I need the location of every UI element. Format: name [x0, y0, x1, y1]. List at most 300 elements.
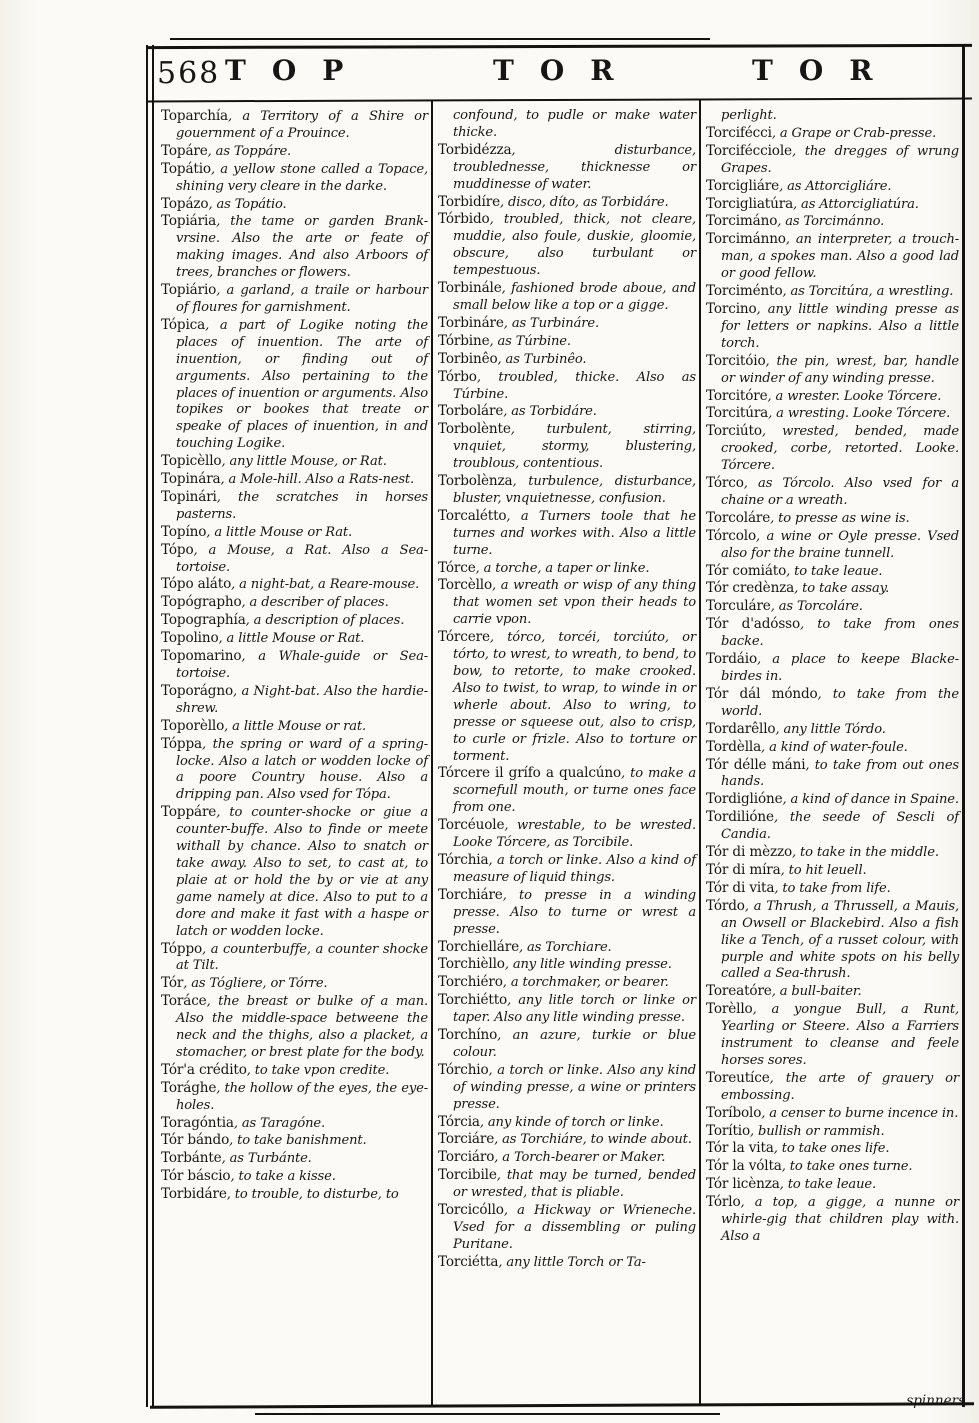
entry-headword: Tór credènza: [706, 580, 795, 597]
dictionary-entry: [706, 880, 959, 898]
running-head-tor-2: TOR: [752, 54, 899, 87]
entry-headword: Torághe: [161, 1079, 217, 1096]
entry-definition: , to presse as wine is.: [770, 510, 910, 526]
entry-headword: Torbolènte: [438, 421, 511, 438]
entry-definition: , the arte of grauery or embossing.: [721, 1070, 959, 1103]
dictionary-entry: [161, 524, 428, 542]
column-1: [155, 104, 432, 1404]
dictionary-entry: [161, 1115, 428, 1133]
entry-headword: Tóppa: [161, 735, 202, 752]
dictionary-entry: [706, 809, 959, 844]
entry-definition: , a wreath or wisp of any thing that women set vpon their heads to carrie vpon.: [453, 578, 696, 628]
entry-definition: , as Torchiare.: [519, 939, 612, 955]
header-underline: [146, 98, 972, 103]
entry-definition: , as Torbidáre.: [503, 404, 597, 420]
page-number: 568: [157, 56, 221, 91]
dictionary-entry: [706, 616, 959, 651]
entry-definition: , bullish or rammish.: [750, 1123, 885, 1139]
entry-headword: Toreutíce: [706, 1069, 770, 1086]
entry-definition: , that may be turned, bended or wrested, that is pliable.: [453, 1168, 696, 1201]
dictionary-entry: [706, 510, 959, 528]
entry-definition: , as Turbinêo.: [497, 351, 587, 367]
entry-definition: , to hit leuell.: [780, 862, 867, 878]
entry-headword: Torcitóio: [706, 352, 766, 369]
entry-headword: Tór bándo: [161, 1132, 230, 1149]
entry-definition: , to take a kisse.: [230, 1169, 336, 1185]
entry-definition: , as Torcoláre.: [770, 599, 863, 615]
entry-headword: Torcimánno: [706, 231, 786, 248]
entry-definition: , as Attorcigliatúra.: [793, 196, 919, 212]
dictionary-entry: [438, 629, 696, 765]
dictionary-entry: [438, 577, 696, 629]
entry-definition: , as Torchiáre, to winde about.: [494, 1132, 692, 1148]
entry-definition: , a Whale-guide or Sea-tortoise.: [176, 649, 428, 681]
entry-headword: Tórco: [706, 475, 744, 492]
entry-headword: Torciáre: [438, 1131, 495, 1148]
dictionary-entry: [438, 369, 696, 404]
entry-headword: Tór di míra: [706, 861, 781, 878]
entry-definition: , as Attorcigliáre.: [779, 178, 892, 194]
column-2: [432, 104, 700, 1404]
entry-definition: , a Territory of a Shire or gouernment of a Prouince.: [176, 109, 428, 141]
entry-definition: , as Torcitúra, a wrestling.: [782, 284, 954, 300]
running-head-top: TOP: [225, 54, 370, 87]
entry-headword: Tórchia: [438, 851, 489, 868]
frame-rule-left-inner: [152, 45, 154, 1407]
entry-definition: , any little winding presse as for letters or napkins. Also a little torch.: [721, 301, 959, 351]
entry-headword: Tórchio: [438, 1061, 489, 1078]
dictionary-entry: [438, 473, 696, 508]
entry-headword: Toragóntia: [161, 1114, 234, 1131]
entry-definition: , a describer of places.: [241, 595, 389, 611]
entry-headword: Tordilióne: [706, 809, 774, 826]
entry-definition: , troubled, thick, not cleare, muddie, also foule, duskie, gloomie, obscure, also turbulant or tempestuous.: [453, 212, 696, 279]
catchword: spinners: [906, 1393, 965, 1409]
entry-definition: , as Toppáre.: [207, 143, 292, 159]
entry-headword: Tór la vólta: [706, 1158, 782, 1175]
dictionary-entry: [161, 108, 428, 143]
dictionary-entry: [706, 563, 959, 581]
entry-headword: Torciáro: [438, 1149, 495, 1166]
entry-definition: , a Hickway or Wrieneche. Vsed for a dissembling or puling Puritane.: [453, 1203, 696, 1252]
entry-headword: Torcicóllo: [438, 1202, 504, 1219]
entry-headword: Torcigliatúra: [706, 195, 794, 212]
entry-definition: , a wresting. Looke Tórcere.: [768, 406, 951, 422]
dictionary-entry: [706, 1158, 959, 1176]
dictionary-entry: [706, 196, 959, 214]
entry-headword: Topolino: [161, 630, 219, 647]
entry-headword: Torchiétto: [438, 992, 508, 1009]
dictionary-entry: [706, 1176, 959, 1194]
entry-headword: Tór licènza: [706, 1176, 780, 1193]
dictionary-entry: [161, 282, 428, 317]
entry-definition: , tórco, torcéi, torciúto, or tórto, to wrest, to wreath, to bend, to bow, to retorte, to make crooked. Also to twist, to wrap, to winde in or wherle about. Also to wring, to presse or squeese out, also to crisp, to curle or frizle. Also to torture or torment.: [453, 630, 696, 764]
entry-headword: Tórbo: [438, 368, 477, 385]
entry-definition: , a bull-baiter.: [771, 984, 862, 1000]
dictionary-entry: [706, 388, 959, 406]
dictionary-entry: [706, 125, 959, 143]
entry-definition: , a Torch-bearer or Maker.: [494, 1150, 666, 1166]
dictionary-entry: [706, 353, 959, 388]
entry-definition: , a wrester. Looke Tórcere.: [767, 388, 942, 404]
entry-headword: Tórcere: [438, 629, 490, 646]
entry-headword: Topinára: [161, 471, 221, 488]
dictionary-entry: [161, 1168, 428, 1186]
entry-headword: Tór di mèzzo: [706, 844, 793, 861]
entry-definition: , a Mole-hill. Also a Rats-nest.: [220, 472, 415, 488]
dictionary-entry: [161, 718, 428, 736]
entry-definition: , a yellow stone called a Topace, shining very cleare in the darke.: [176, 161, 428, 194]
entry-headword: Torcoláre: [706, 509, 771, 526]
dictionary-entry: [706, 528, 959, 563]
entry-headword: Tór di vita: [706, 879, 775, 896]
entry-headword: Topiário: [161, 282, 217, 299]
dictionary-entry: [438, 315, 696, 333]
entry-definition: , to take in the middle.: [792, 845, 939, 861]
entry-headword: Torchièllo: [438, 956, 505, 973]
dictionary-entry: [438, 142, 696, 194]
dictionary-entry: [161, 804, 428, 940]
dictionary-entry: [706, 213, 959, 231]
entry-headword: Tór d'adósso: [706, 616, 801, 633]
frame-rule-left-outer: [146, 45, 148, 1407]
entry-definition: , a top, a gigge, a nunne or whirle-gig that children play with. Also a: [721, 1195, 959, 1244]
entry-definition: , a place to keepe Blacke-birdes in.: [721, 652, 959, 684]
dictionary-entry: [438, 992, 696, 1027]
entry-definition: , to presse in a winding presse. Also to turne or wrest a presse.: [453, 887, 696, 937]
entry-headword: Topátio: [161, 160, 211, 177]
entry-definition: , a night-bat, a Reare-mouse.: [231, 577, 420, 593]
entry-definition: , a wine or Oyle presse. Vsed also for the braine tunnell.: [721, 528, 959, 561]
entry-headword: Toporèllo: [161, 717, 225, 734]
entry-continuation: [706, 108, 959, 125]
entry-definition: , any little Mouse, or Rat.: [221, 454, 387, 470]
entry-headword: Tórdo: [706, 897, 745, 914]
entry-definition: , a torch or linke. Also any kind of winding presse, a wine or printers presse.: [453, 1062, 696, 1112]
dictionary-entry: [438, 1202, 696, 1254]
entry-definition: , a kind of water-foule.: [761, 739, 908, 755]
running-head-tor-1: TOR: [493, 54, 640, 87]
entry-definition: , the spring or ward of a spring-locke. Also a latch or wodden locke of a poore Country house. Also a dripping pan. Also vsed for Tópa.: [176, 736, 428, 803]
dictionary-entry: [438, 403, 696, 421]
entry-definition: , a part of Logike noting the places of inuention. The arte of inuention, or finding out of arguments. Also pertaining to the places of inuention or arguments. Also topikes or bookes that treate or speake of places of inuention, in and touching Logike.: [176, 317, 428, 452]
entry-definition: , the breast or bulke of a man. Also the middle-space betweene the neck and the thighs, also a placket, a stomacher, or brest plate for the body.: [176, 994, 428, 1060]
entry-definition: , to take assay.: [794, 581, 890, 597]
dictionary-entry: [161, 1080, 428, 1115]
dictionary-entry: [161, 453, 428, 471]
dictionary-entry: [161, 576, 428, 594]
dictionary-entry: [438, 1062, 696, 1114]
dictionary-entry: [161, 612, 428, 630]
entry-headword: Topographía: [161, 612, 246, 629]
entry-headword: Tór la vita: [706, 1140, 774, 1157]
dictionary-entry: [161, 471, 428, 489]
dictionary-entry: [706, 1194, 959, 1246]
entry-definition: , a Mouse, a Rat. Also a Sea-tortoise.: [176, 542, 428, 575]
entry-headword: Torcéuole: [438, 817, 505, 834]
entry-headword: Torèllo: [706, 1001, 753, 1018]
dictionary-entry: [161, 683, 428, 718]
dictionary-entry: [706, 686, 959, 721]
entry-headword: Torbináre: [438, 314, 504, 331]
frame-rule-top-outer: [170, 38, 710, 40]
entry-definition: , to take leaue.: [786, 563, 883, 579]
dictionary-entry: [706, 898, 959, 984]
dictionary-entry: [706, 580, 959, 598]
dictionary-entry: [438, 887, 696, 939]
entry-definition: , a little Mouse or rat.: [224, 718, 366, 734]
entry-definition: , any little Tórdo.: [775, 721, 886, 737]
dictionary-entry: [438, 333, 696, 351]
entry-definition: , disco, díto, as Torbidáre.: [500, 194, 669, 210]
entry-definition: , the scratches in horses pasterns.: [176, 489, 428, 522]
entry-headword: Torcèllo: [438, 577, 493, 594]
entry-headword: Torcigliáre: [706, 177, 780, 194]
entry-definition: , a Grape or Crab-presse.: [771, 125, 937, 141]
entry-headword: Torboláre: [438, 403, 504, 420]
dictionary-entry: [706, 1123, 959, 1141]
dictionary-entry: [438, 1254, 696, 1272]
dictionary-entry: [438, 817, 696, 852]
dictionary-entry: [706, 721, 959, 739]
dictionary-entry: [161, 542, 428, 577]
entry-headword: Topomarino: [161, 648, 242, 665]
entry-headword: Tórcia: [438, 1113, 480, 1130]
frame-rule-bottom-outer: [255, 1413, 720, 1415]
entry-headword: Torculáre: [706, 598, 771, 615]
dictionary-entry: [706, 1001, 959, 1070]
entry-continuation: [438, 108, 696, 142]
dictionary-entry: [706, 739, 959, 757]
dictionary-entry: [161, 736, 428, 805]
entry-definition: , disturbance, troublednesse, thicknesse or muddinesse of water.: [453, 142, 696, 192]
entry-definition: , to make a scornefull mouth, or turne ones face from one.: [453, 766, 696, 816]
entry-definition: , the pin, wrest, bar, handle or winder of any winding presse.: [721, 353, 959, 386]
entry-headword: Torchiáre: [438, 886, 503, 903]
entry-headword: Torcifécciole: [706, 142, 792, 159]
entry-headword: Torciétta: [438, 1253, 499, 1270]
columns-container: [155, 104, 963, 1404]
entry-definition: , to take ones turne.: [781, 1159, 913, 1175]
entry-definition: , a censer to burne incence in.: [761, 1105, 959, 1121]
entry-definition: , as Tógliere, or Tórre.: [183, 976, 328, 992]
entry-definition: , a torche, a taper or linke.: [475, 560, 650, 576]
dictionary-entry: [706, 283, 959, 301]
entry-headword: Torcalétto: [438, 507, 507, 524]
dictionary-entry: [438, 211, 696, 280]
dictionary-entry: [438, 939, 696, 957]
dictionary-entry: [161, 143, 428, 161]
entry-headword: Toríbolo: [706, 1104, 762, 1121]
entry-headword: Tórcere il grífo a qualcúno: [438, 765, 622, 782]
entry-headword: Topiária: [161, 213, 217, 230]
entry-headword: Torbinále: [438, 280, 502, 297]
entry-headword: Tór dál móndo: [706, 685, 818, 702]
dictionary-entry: [161, 1062, 428, 1080]
dictionary-entry: [438, 351, 696, 369]
entry-headword: Torbolènza: [438, 473, 513, 490]
dictionary-entry: [706, 1140, 959, 1158]
entry-headword: Toráce: [161, 993, 207, 1010]
entry-definition: , turbulent, stirring, vnquiet, stormy, blustering, troublous, contentious.: [453, 422, 696, 472]
entry-headword: Tórcolo: [706, 527, 756, 544]
entry-headword: Torcibile: [438, 1167, 497, 1184]
entry-definition: , an azure, turkie or blue colour.: [453, 1028, 696, 1060]
dictionary-entry: [706, 862, 959, 880]
dictionary-entry: [706, 475, 959, 510]
dictionary-entry: [706, 178, 959, 196]
entry-headword: Torbidáre: [161, 1186, 227, 1203]
entry-headword: Torciménto: [706, 283, 783, 300]
entry-headword: Tór báscio: [161, 1168, 231, 1185]
entry-headword: Tópica: [161, 316, 206, 333]
entry-definition: , as Turbináre.: [503, 315, 599, 331]
dictionary-entry: [438, 194, 696, 212]
column-3: [700, 104, 963, 1404]
entry-definition: , as Turbánte.: [221, 1151, 312, 1167]
entry-definition: , the hollow of the eyes, the eye-holes.: [176, 1080, 428, 1113]
entry-definition: , the seede of Sescli of Candia.: [721, 810, 959, 843]
entry-headword: Topáre: [161, 142, 208, 159]
dictionary-entry: [706, 791, 959, 809]
dictionary-entry: [706, 143, 959, 178]
dictionary-entry: [438, 508, 696, 560]
entry-definition: , the tame or garden Brank-vrsine. Also the arte or feate of making images. And also Arboors of trees, branches or flowers.: [176, 214, 428, 281]
dictionary-entry: [438, 956, 696, 974]
dictionary-entry: [161, 594, 428, 612]
entry-headword: Toreatóre: [706, 983, 772, 1000]
dictionary-entry: [161, 993, 428, 1062]
entry-definition: , to take ones life.: [773, 1141, 890, 1157]
entry-definition: , to take from out ones hands.: [721, 757, 959, 790]
entry-definition: , to take vpon credite.: [246, 1062, 390, 1078]
dictionary-entry: [706, 651, 959, 686]
frame-rule-top: [146, 44, 972, 49]
entry-definition: , to take leaue.: [779, 1177, 876, 1193]
entry-definition: , wrestable, to be wrested. Looke Tórcere, as Torcibile.: [453, 818, 696, 851]
entry-headword: Tórbine: [438, 332, 490, 349]
dictionary-entry: [706, 423, 959, 475]
dictionary-entry: [161, 489, 428, 524]
dictionary-entry: [706, 301, 959, 353]
entry-definition: , the dregges of wrung Grapes.: [721, 143, 959, 176]
entry-definition: , any kinde of torch or linke.: [479, 1114, 664, 1130]
entry-definition: , as Túrbine.: [489, 333, 571, 349]
dictionary-entry: [161, 213, 428, 282]
entry-definition: , any little Torch or Ta-: [498, 1254, 646, 1270]
dictionary-entry: [706, 844, 959, 862]
entry-headword: Tór délle máni: [706, 756, 806, 773]
entry-headword: Tórbido: [438, 211, 490, 228]
dictionary-entry: [438, 560, 696, 578]
entry-definition: , to take from ones backe.: [721, 617, 959, 650]
entry-headword: Torítio: [706, 1122, 750, 1139]
entry-definition: , to take banishment.: [229, 1133, 367, 1149]
entry-headword: Torcimáno: [706, 213, 778, 230]
entry-definition: , fashioned brode aboue, and small below like a top or a gigge.: [453, 281, 696, 313]
dictionary-entry: [161, 1186, 428, 1204]
entry-headword: Topógrapho: [161, 594, 242, 611]
entry-headword: Topázo: [161, 195, 209, 212]
entry-definition: , any litle torch or linke or taper. Also any litle winding presse.: [453, 993, 696, 1026]
dictionary-entry: [438, 1027, 696, 1062]
entry-headword: Tordáio: [706, 651, 757, 668]
entry-headword: Tópo: [161, 541, 194, 558]
entry-definition: , as Tórcolo. Also vsed for a chaine or a wreath.: [721, 476, 959, 508]
entry-definition: , a Turners toole that he turnes and workes with. Also a little turne.: [453, 508, 696, 558]
entry-definition: , a little Mouse or Rat.: [218, 631, 365, 647]
entry-definition: , a torchmaker, or bearer.: [502, 975, 669, 991]
entry-headword: Torbidíre: [438, 193, 500, 210]
dictionary-entry: [438, 974, 696, 992]
entry-headword: Topicèllo: [161, 453, 222, 470]
entry-definition: , a Night-bat. Also the hardie-shrew.: [176, 683, 428, 716]
entry-definition: , wrested, bended, made crooked, corbe, retorted. Looke. Tórcere.: [721, 424, 959, 474]
dictionary-entry: [438, 1131, 696, 1149]
dictionary-entry: [161, 941, 428, 976]
dictionary-entry: [706, 1070, 959, 1105]
entry-headword: Torciúto: [706, 423, 762, 440]
entry-headword: Torchielláre: [438, 938, 519, 955]
entry-definition: , a yongue Bull, a Runt, Yearling or Steere. Also a Farriers instrument to cleanse and feele horses sores.: [721, 1002, 959, 1068]
entry-headword: Toparchía: [161, 108, 228, 124]
dictionary-entry: [438, 1114, 696, 1132]
entry-headword: Topinári: [161, 488, 217, 505]
dictionary-entry: [706, 757, 959, 792]
entry-headword: Tórlo: [706, 1194, 741, 1211]
dictionary-entry: [161, 317, 428, 453]
entry-definition: , as Torcimánno.: [777, 214, 885, 230]
entry-definition: , to take from the world.: [721, 686, 959, 719]
entry-headword: Tordèlla: [706, 738, 762, 755]
dictionary-entry: [706, 1105, 959, 1123]
entry-headword: Torbinêo: [438, 350, 498, 367]
entry-definition: , turbulence, disturbance, bluster, vnquietnesse, confusion.: [453, 474, 696, 506]
entry-definition: , as Taragóne.: [233, 1115, 325, 1131]
entry-definition: , a torch or linke. Also a kind of measure of liquid things.: [453, 852, 696, 885]
entry-headword: Torcino: [706, 300, 757, 317]
dictionary-entry: [161, 161, 428, 196]
dictionary-entry: [161, 648, 428, 683]
entry-definition: , troubled, thicke. Also as Túrbine.: [453, 369, 696, 402]
entry-headword: Tópo aláto: [161, 576, 232, 593]
entry-headword: Toppáre: [161, 804, 217, 821]
entry-headword: Torchíno: [438, 1027, 498, 1044]
entry-definition: confound, to pudle or make water thicke.: [453, 108, 696, 140]
dictionary-entry: [438, 421, 696, 473]
entry-headword: Tóppo: [161, 940, 203, 957]
dictionary-entry: [438, 1167, 696, 1202]
dictionary-entry: [161, 196, 428, 214]
dictionary-entry: [706, 983, 959, 1001]
entry-headword: Tór: [161, 975, 184, 992]
entry-headword: Tordarêllo: [706, 720, 776, 737]
dictionary-entry: [161, 630, 428, 648]
entry-headword: Toporágno: [161, 682, 233, 699]
dictionary-entry: [438, 852, 696, 887]
entry-definition: , a counterbuffe, a counter shocke at Tilt.: [176, 941, 428, 974]
dictionary-entry: [161, 1150, 428, 1168]
entry-definition: , to take from life.: [774, 880, 891, 896]
dictionary-entry: [438, 280, 696, 315]
entry-headword: Torchiéro: [438, 974, 503, 991]
dictionary-entry: [438, 1149, 696, 1167]
entry-headword: Tór'a crédito: [161, 1061, 247, 1078]
entry-definition: , as Topátio.: [208, 196, 287, 212]
entry-headword: Torbidézza: [438, 141, 512, 158]
dictionary-entry: [706, 405, 959, 423]
entry-headword: Tordiglióne: [706, 791, 783, 808]
